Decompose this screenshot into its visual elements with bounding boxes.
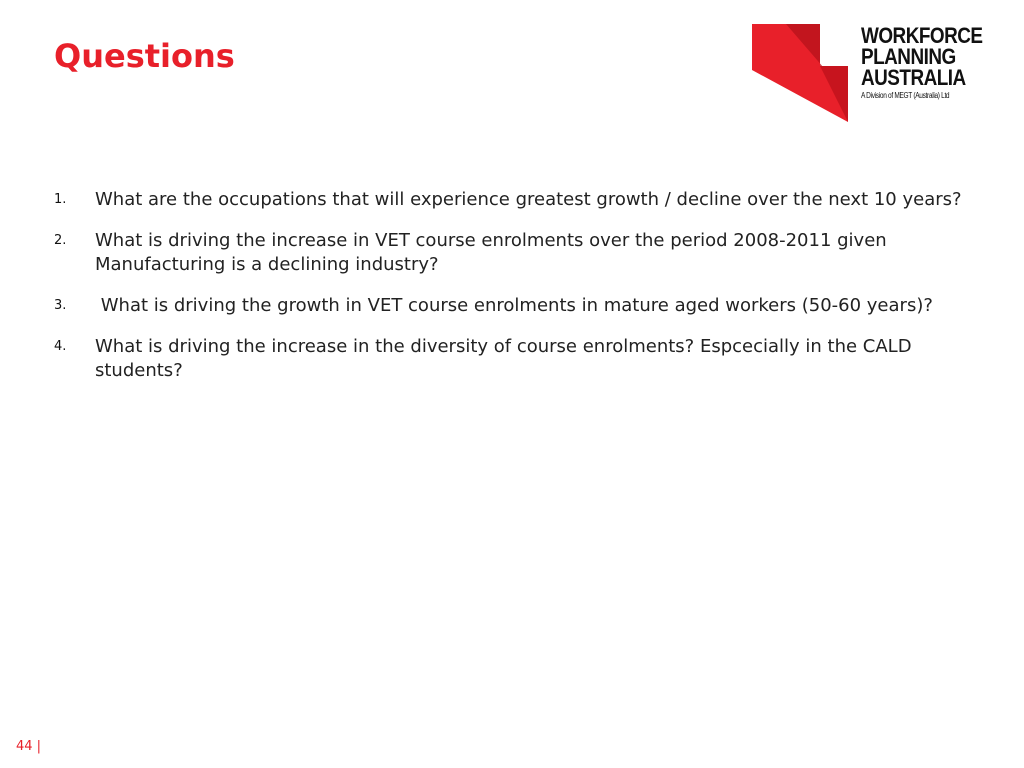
logo-wordmark xyxy=(861,25,1002,101)
question-text: What are the occupations that will experience greatest growth / decline over the next 10 years? xyxy=(95,189,962,210)
questions-list xyxy=(54,188,974,400)
question-number: 1. xyxy=(54,192,67,207)
question-text: What is driving the increase in VET course enrolments over the period 2008-2011 given Manufacturing is a declining industry? xyxy=(95,230,893,275)
question-number: 2. xyxy=(54,233,67,248)
slide-title: Questions xyxy=(54,37,235,75)
question-text: What is driving the growth in VET course enrolments in mature aged workers (50-60 years)? xyxy=(95,295,933,316)
question-item xyxy=(54,294,974,318)
workforce-planning-australia-logo xyxy=(752,24,1002,124)
question-item xyxy=(54,335,974,383)
logo-line-planning: PLANNING xyxy=(861,44,956,69)
question-item xyxy=(54,188,974,212)
logo-mark-icon xyxy=(752,24,850,124)
question-text: What is driving the increase in the diversity of course enrolments? Espcecially in the CALD students? xyxy=(95,336,918,381)
question-item xyxy=(54,229,974,277)
logo-line-australia: AUSTRALIA xyxy=(861,65,966,90)
logo-subtitle: A Division of MEGT (Australia) Ltd xyxy=(861,91,950,100)
page-number: 44 | xyxy=(16,739,42,754)
logo-line-workforce: WORKFORCE xyxy=(861,23,983,48)
question-number: 3. xyxy=(54,298,67,313)
question-number: 4. xyxy=(54,339,67,354)
